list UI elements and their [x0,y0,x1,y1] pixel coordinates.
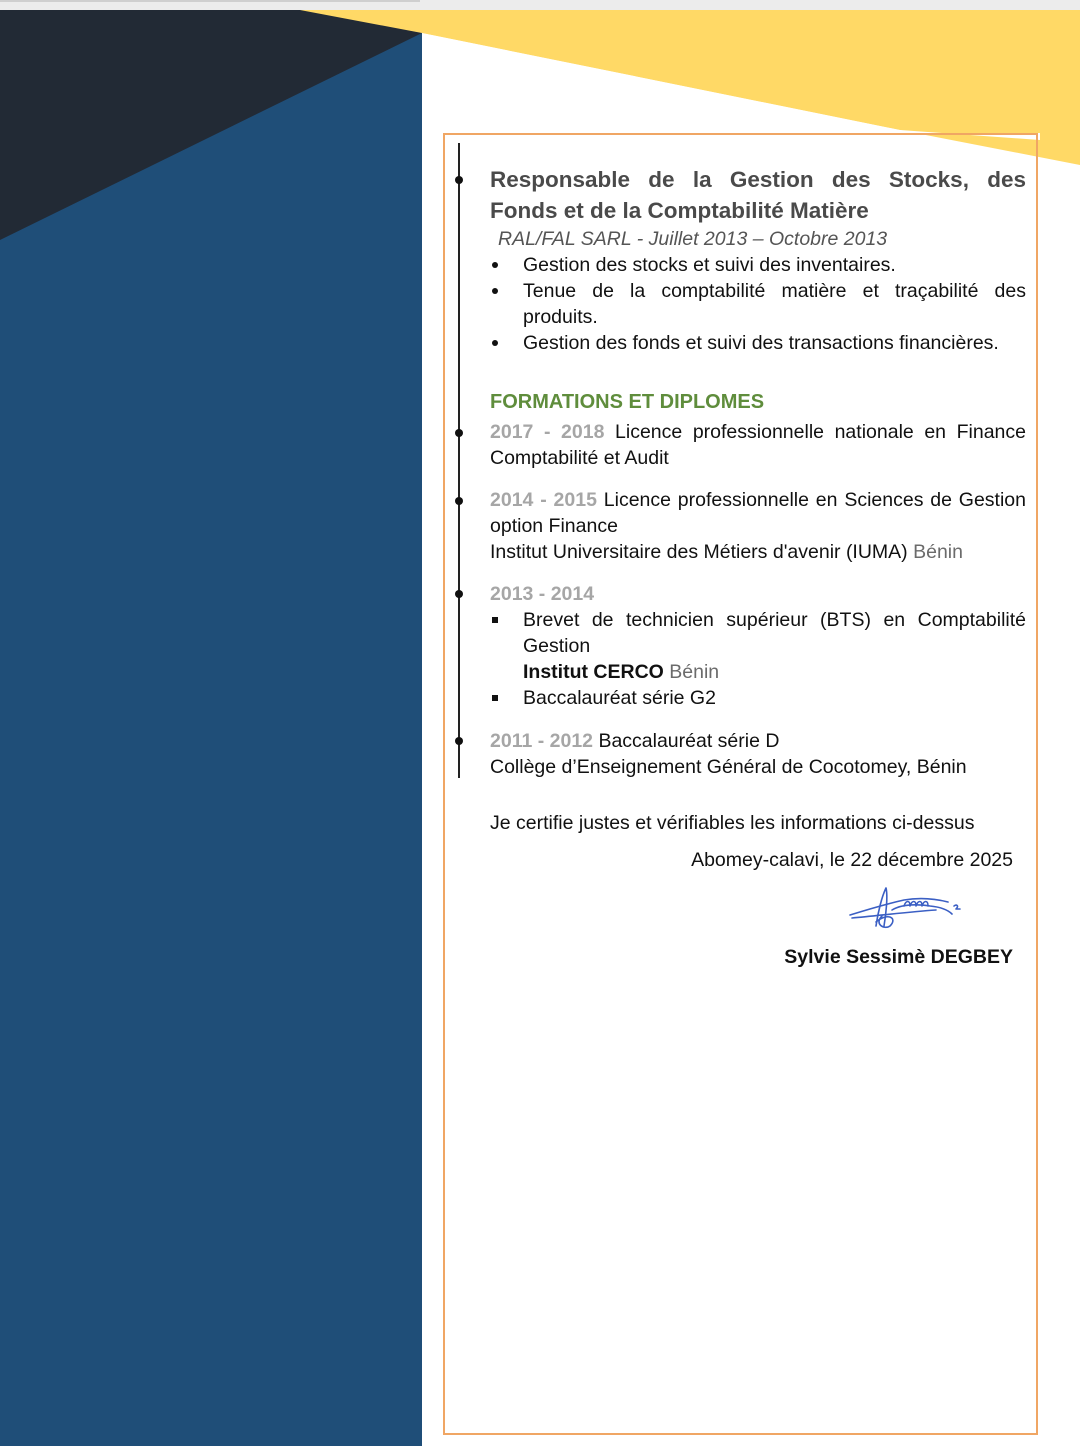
timeline-dot [455,497,463,505]
formation-sublist [490,607,1026,711]
formation-degree: Licence professionnelle nationale en Finance [615,421,1026,443]
handwritten-signature-icon [846,882,966,934]
formation-years: 2011 - 2012 [490,730,594,752]
place-date: Abomey-calavi, le 22 décembre 2025 [691,849,1013,871]
job-title-line1: Responsable de la Gestion des Stocks, des [490,167,1026,192]
section-title-formations: FORMATIONS ET DIPLOMES [490,391,765,413]
task-list [490,252,1026,356]
navy-panel [0,10,422,1446]
formation-country: Bénin [669,661,720,683]
formation-degree-cont: Comptabilité et Audit [490,447,669,469]
formation-degree: Licence professionnelle en Sciences de Gestion [603,489,1027,511]
task-item: Gestion des fonds et suivi des transactions financières. [490,330,1026,356]
formation-country: Bénin [913,541,963,563]
formation-entry [490,487,1026,565]
task-item: Gestion des stocks et suivi des inventaires. [490,252,1026,278]
formation-entry [490,581,1026,711]
formation-years: 2014 - 2015 [490,489,597,511]
formation-subitem: Baccalauréat série G2 [490,685,1026,711]
formation-entry [490,728,1026,780]
formation-subitem [490,607,1026,685]
timeline-dot [455,737,463,745]
formation-degree: Baccalauréat série D [598,730,780,752]
timeline-line [458,143,460,778]
formation-degree-cont: option Finance [490,515,618,537]
timeline-dot [455,590,463,598]
formation-years: 2017 - 2018 [490,421,605,443]
formation-years: 2013 - 2014 [490,583,595,605]
job-title-line2: Fonds et de la Comptabilité Matière [490,198,869,223]
formation-school: Institut CERCO [523,661,664,683]
timeline-dot [455,176,463,184]
task-item: Tenue de la comptabilité matière et traçabilité des produits. [490,278,1026,330]
experience-entry [490,164,1026,356]
job-title [490,164,1026,226]
formation-entry [490,419,1026,471]
job-employer-dates: RAL/FAL SARL - Juillet 2013 – Octobre 2013 [498,228,888,250]
formation-school: Collège d’Enseignement Général de Cocotomey, Bénin [490,756,967,778]
formation-school: Institut Universitaire des Métiers d'avenir (IUMA) [490,541,908,563]
timeline-dot [455,429,463,437]
formation-subitem-text: Brevet de technicien supérieur (BTS) en Comptabilité Gestion [523,609,1026,657]
certification-statement: Je certifie justes et vérifiables les informations ci-dessus [490,812,975,834]
signatory-name: Sylvie Sessimè DEGBEY [784,946,1013,968]
